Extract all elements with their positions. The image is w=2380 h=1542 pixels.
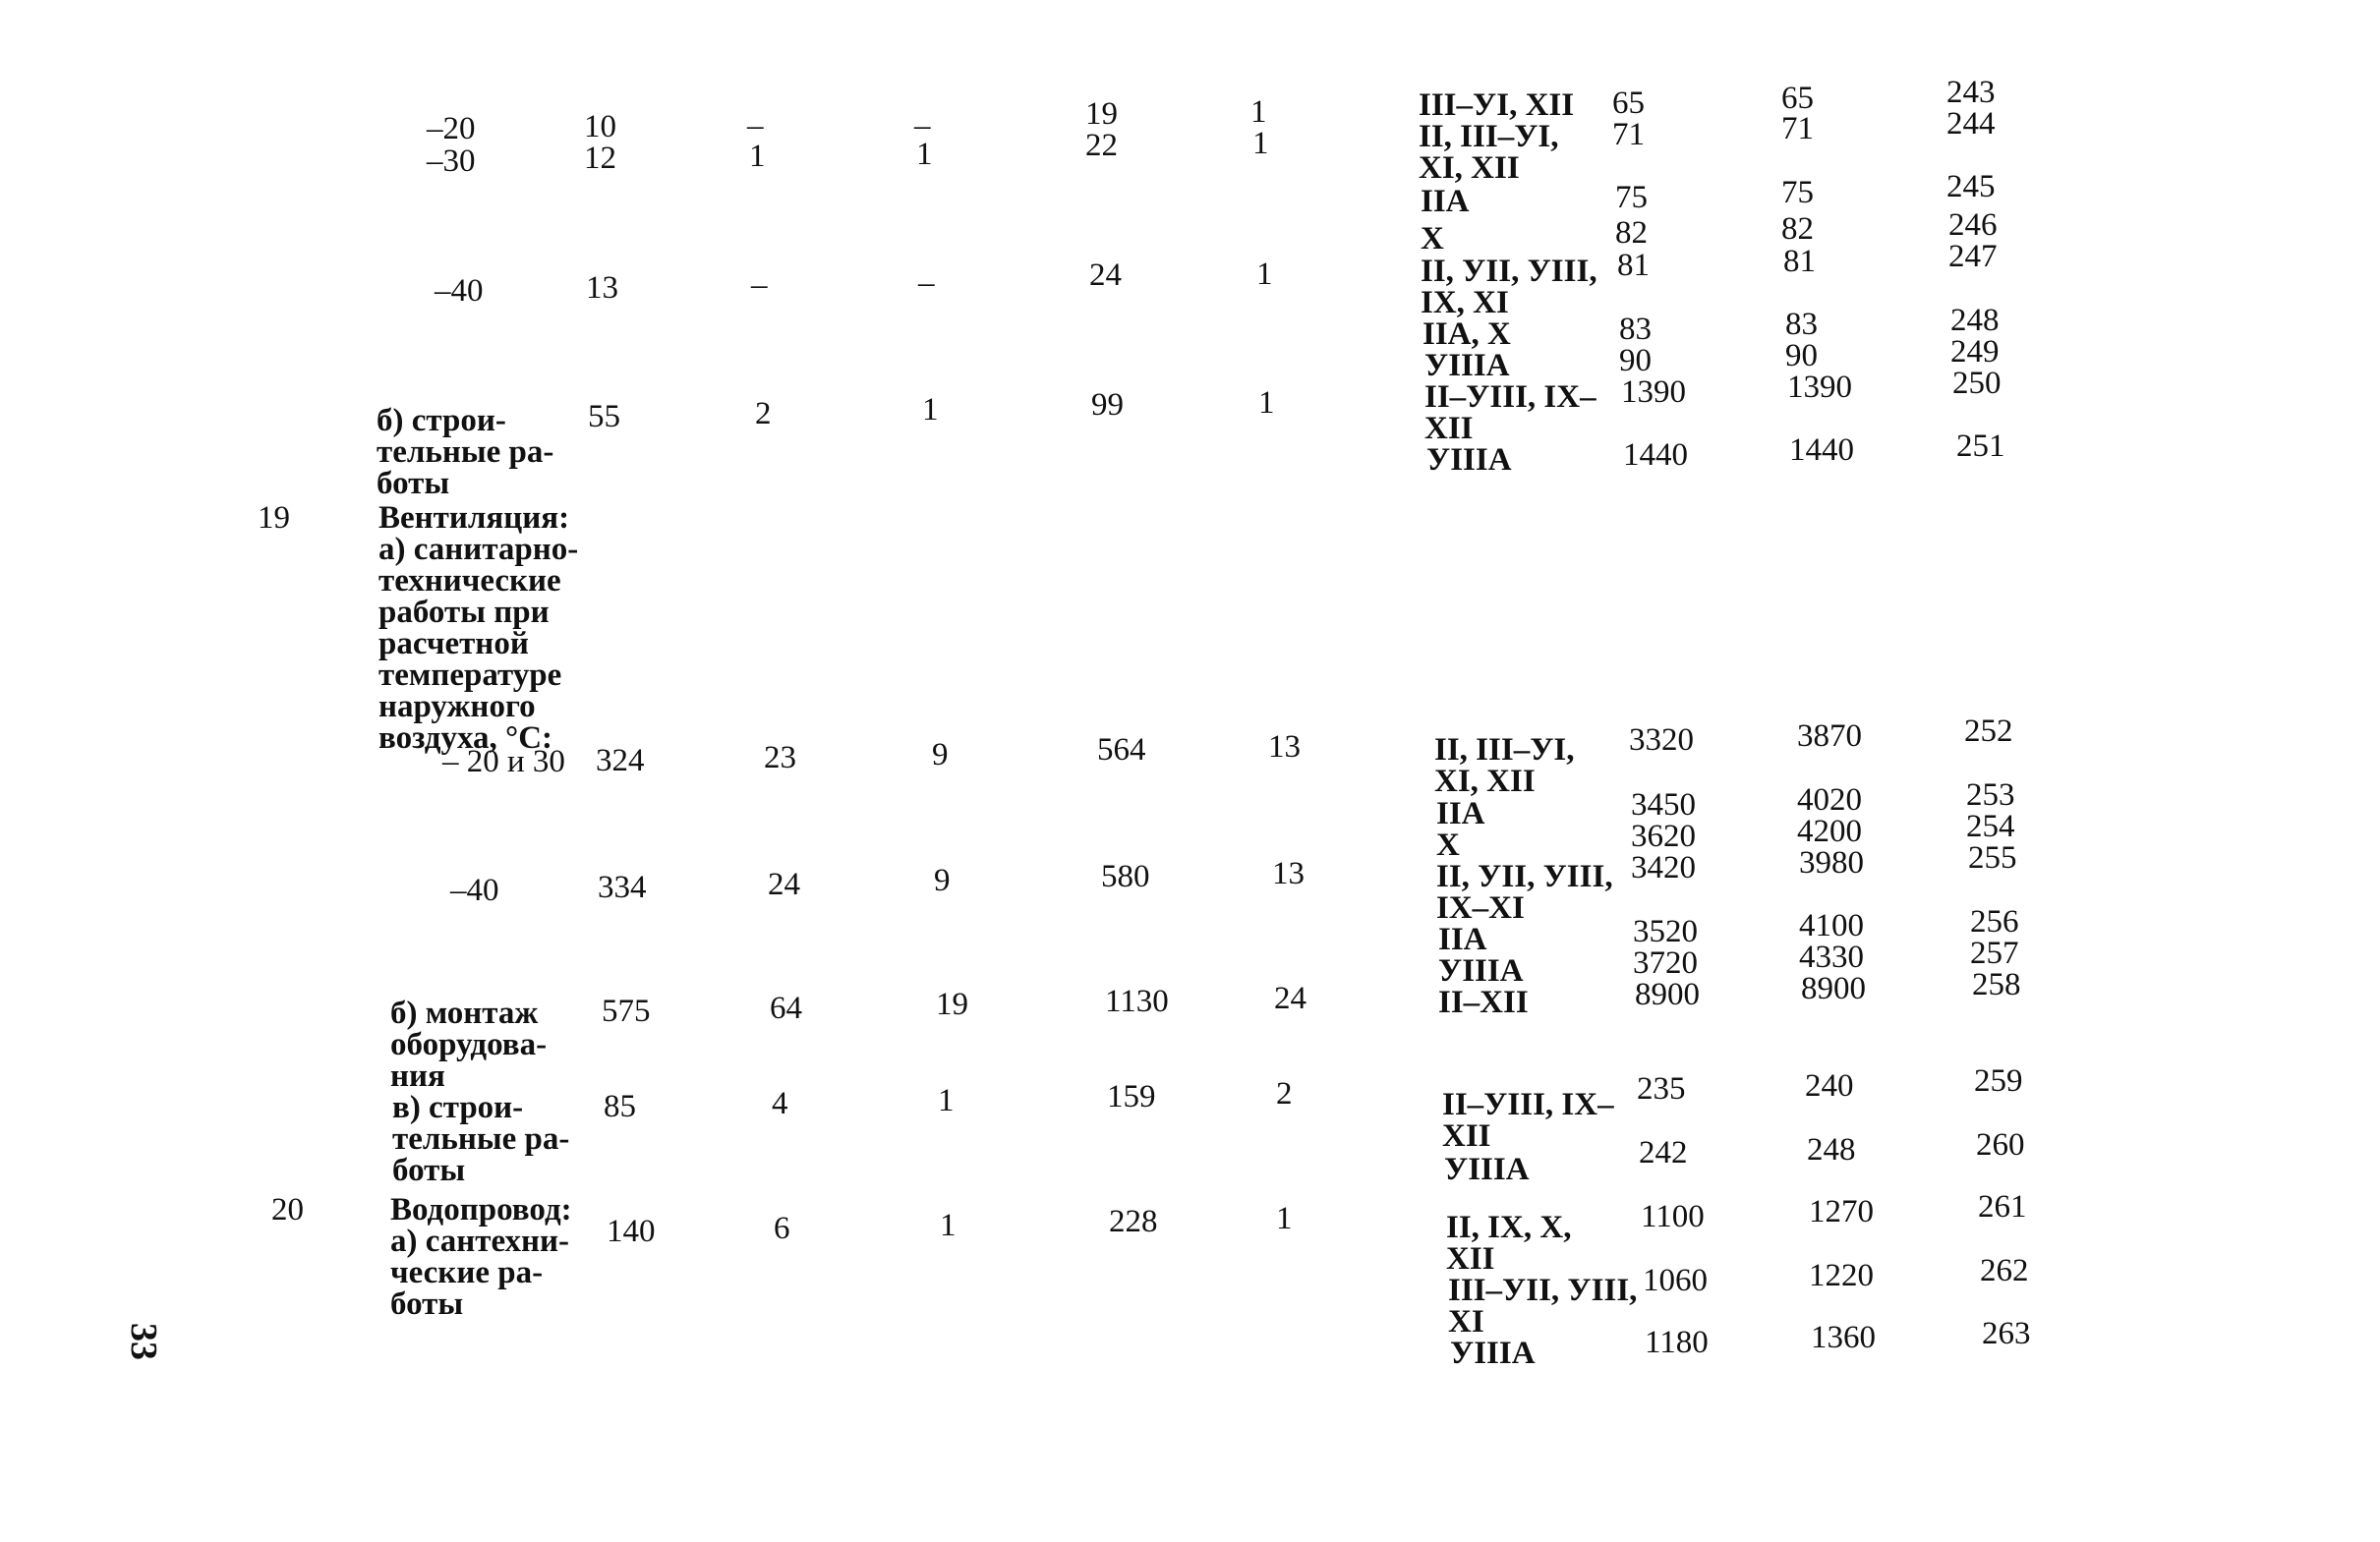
region-cell: УIIIА	[1424, 348, 1510, 383]
row-label: –30	[427, 143, 476, 179]
region-cell: II–XII	[1438, 985, 1529, 1020]
region-value-a: 3620	[1631, 819, 1696, 854]
row-label: в) строи-	[392, 1090, 524, 1125]
region-cell: II, III–УI,	[1419, 119, 1559, 154]
section-title-ventilation: Вентиляция:	[378, 500, 570, 536]
region-value-b: 81	[1783, 244, 1816, 279]
region-value-a: 242	[1639, 1135, 1688, 1171]
region-cell: X	[1436, 828, 1460, 863]
entry-number: 248	[1950, 303, 2000, 338]
entry-number: 257	[1970, 936, 2019, 971]
table-cell: 1	[940, 1208, 957, 1243]
region-value-b: 8900	[1801, 971, 1866, 1006]
entry-number: 245	[1946, 169, 1996, 204]
table-cell: 1130	[1105, 984, 1169, 1019]
region-value-b: 1390	[1787, 370, 1852, 405]
region-value-a: 65	[1612, 86, 1645, 121]
entry-number: 250	[1952, 366, 2002, 401]
region-cell: IX, XI	[1421, 285, 1509, 320]
entry-number: 247	[1948, 239, 1998, 274]
table-cell: 575	[602, 994, 651, 1029]
region-value-a: 71	[1612, 117, 1645, 152]
entry-number: 246	[1948, 207, 1998, 243]
section-19-line: работы при	[378, 595, 550, 630]
entry-number: 262	[1980, 1253, 2029, 1288]
region-value-a: 90	[1619, 343, 1652, 378]
region-value-b: 3870	[1797, 718, 1862, 754]
section-title-water-supply: Водопровод:	[390, 1192, 572, 1228]
region-cell: II, III–УI,	[1434, 732, 1575, 768]
region-cell: IIА	[1421, 184, 1470, 219]
region-value-a: 83	[1619, 312, 1652, 347]
region-cell: XI, XII	[1434, 764, 1536, 799]
region-cell: II, УII, УIII,	[1421, 254, 1597, 289]
region-cell: III–УII, УIII,	[1448, 1273, 1638, 1308]
section-19-line: а) санитарно-	[378, 532, 579, 567]
entry-number: 256	[1970, 904, 2019, 940]
table-cell: –	[918, 265, 935, 301]
row-label: б) строи-	[377, 403, 506, 438]
region-value-b: 4200	[1797, 814, 1862, 849]
region-value-a: 3420	[1631, 850, 1696, 885]
table-cell: 1	[1250, 94, 1267, 130]
region-value-a: 1390	[1621, 374, 1686, 410]
region-cell: IIА, X	[1422, 316, 1511, 352]
region-value-a: 82	[1615, 215, 1648, 251]
table-cell: 6	[774, 1211, 790, 1246]
region-value-a: 1440	[1623, 437, 1688, 473]
row-label: б) монтаж	[390, 996, 539, 1031]
region-value-a: 1060	[1643, 1263, 1708, 1298]
table-cell: 564	[1097, 732, 1146, 768]
entry-number: 254	[1966, 809, 2015, 844]
table-cell: 12	[584, 141, 616, 176]
table-cell: –	[751, 267, 768, 303]
entry-number: 258	[1972, 967, 2021, 1002]
table-cell: 64	[770, 991, 802, 1026]
table-cell: 23	[764, 740, 796, 775]
table-cell: 228	[1109, 1204, 1158, 1239]
table-cell: 9	[934, 863, 951, 898]
entry-number: 261	[1978, 1189, 2027, 1225]
region-value-a: 1100	[1641, 1199, 1705, 1234]
section-number-20: 20	[271, 1192, 304, 1228]
table-cell: 1	[938, 1083, 955, 1118]
region-value-b: 1270	[1809, 1194, 1874, 1229]
region-cell: IX–XI	[1436, 890, 1525, 926]
region-value-b: 4100	[1799, 908, 1864, 943]
row-label: оборудова-	[390, 1027, 548, 1062]
row-label: –40	[450, 873, 499, 908]
table-cell: 1	[922, 392, 939, 428]
row-label: боты	[377, 466, 450, 501]
region-value-b: 240	[1805, 1068, 1854, 1104]
region-value-b: 4020	[1797, 782, 1862, 818]
entry-number: 263	[1982, 1316, 2031, 1351]
region-cell: УIIIА	[1426, 442, 1512, 478]
table-cell: 13	[1268, 729, 1301, 765]
region-value-b: 90	[1785, 338, 1818, 373]
table-cell: 9	[932, 737, 949, 772]
entry-number: 252	[1964, 714, 2013, 749]
region-cell: IIА	[1436, 796, 1485, 831]
section-20-line: боты	[390, 1286, 464, 1322]
region-value-a: 81	[1617, 248, 1650, 283]
table-cell: 22	[1085, 128, 1118, 163]
region-cell: III–УI, XII	[1419, 87, 1575, 123]
region-value-a: 3520	[1633, 914, 1698, 949]
row-label: –20	[427, 111, 476, 146]
region-cell: X	[1421, 221, 1444, 257]
entry-number: 255	[1968, 840, 2017, 876]
section-19-line: технические	[378, 563, 561, 599]
table-cell: –	[747, 108, 764, 143]
region-cell: XII	[1446, 1241, 1495, 1277]
table-cell: 580	[1101, 859, 1150, 894]
section-19-line: воздуха, °С:	[378, 720, 553, 756]
table-cell: 2	[1276, 1076, 1293, 1112]
table-cell: 19	[1085, 96, 1118, 132]
entry-number: 251	[1956, 428, 2005, 464]
table-cell: 1	[1256, 257, 1273, 292]
table-cell: 1	[1258, 385, 1275, 421]
row-label: –40	[435, 273, 484, 309]
table-cell: 1	[1252, 126, 1269, 161]
table-cell: 334	[598, 870, 647, 905]
section-20-line: а) сантехни-	[390, 1224, 570, 1259]
region-cell: УIIIА	[1438, 953, 1524, 989]
region-value-b: 3980	[1799, 845, 1864, 881]
page-number: 33	[123, 1323, 164, 1360]
region-value-b: 4330	[1799, 940, 1864, 975]
region-value-b: 1360	[1811, 1320, 1876, 1355]
row-label: боты	[392, 1153, 466, 1188]
section-number-19: 19	[258, 500, 290, 536]
table-cell: –	[914, 108, 931, 143]
table-cell: 19	[936, 987, 968, 1022]
table-cell: 324	[596, 743, 645, 778]
table-cell: 24	[768, 867, 800, 902]
row-label: тельные ра-	[377, 434, 554, 470]
row-label: тельные ра-	[392, 1121, 570, 1157]
table-cell: 24	[1089, 257, 1122, 293]
region-cell: II, IX, X,	[1446, 1210, 1572, 1245]
entry-number: 259	[1974, 1063, 2023, 1099]
section-19-line: наружного	[378, 689, 536, 724]
region-cell: XII	[1442, 1118, 1491, 1154]
table-cell: 85	[604, 1089, 636, 1124]
entry-number: 249	[1950, 334, 2000, 370]
entry-number: 243	[1946, 75, 1996, 110]
region-value-b: 1440	[1789, 432, 1854, 468]
table-cell: 99	[1091, 387, 1124, 423]
region-cell: II, УII, УIII,	[1436, 859, 1613, 894]
region-value-a: 75	[1615, 180, 1648, 215]
region-value-a: 3450	[1631, 787, 1696, 823]
entry-number: 253	[1966, 777, 2015, 813]
table-cell: 13	[586, 270, 618, 306]
row-label: ния	[390, 1058, 445, 1094]
region-value-b: 71	[1781, 111, 1814, 146]
region-cell: II–УIII, IX–	[1442, 1087, 1614, 1122]
region-cell: УIIIА	[1444, 1152, 1530, 1187]
table-cell: 1	[749, 139, 766, 174]
table-cell: 4	[772, 1086, 788, 1121]
region-value-a: 235	[1637, 1071, 1686, 1107]
table-cell: 10	[584, 109, 616, 144]
region-value-a: 8900	[1635, 977, 1700, 1012]
row-label: – 20 и 30	[442, 744, 565, 779]
region-value-a: 3720	[1633, 945, 1698, 981]
table-cell: 24	[1274, 981, 1306, 1016]
region-value-b: 83	[1785, 307, 1818, 342]
region-value-a: 3320	[1629, 722, 1694, 758]
section-19-line: температуре	[378, 657, 562, 693]
region-cell: XII	[1424, 411, 1474, 446]
entry-number: 260	[1976, 1127, 2025, 1163]
section-19-line: расчетной	[378, 626, 529, 661]
region-value-b: 1220	[1809, 1258, 1874, 1293]
table-cell: 1	[916, 137, 933, 172]
region-cell: XI	[1448, 1304, 1484, 1340]
region-value-b: 75	[1781, 175, 1814, 210]
table-cell: 55	[588, 399, 620, 434]
table-cell: 1	[1276, 1201, 1293, 1236]
table-cell: 2	[755, 396, 772, 431]
region-cell: XI, XII	[1419, 150, 1520, 186]
region-value-b: 82	[1781, 211, 1814, 247]
region-cell: УIIIА	[1450, 1336, 1536, 1371]
region-value-b: 248	[1807, 1132, 1856, 1168]
table-cell: 13	[1272, 856, 1305, 891]
section-20-line: ческие ра-	[390, 1255, 544, 1290]
region-value-a: 1180	[1645, 1325, 1709, 1360]
table-cell: 140	[607, 1214, 656, 1249]
table-cell: 159	[1107, 1079, 1156, 1114]
region-cell: IIА	[1438, 922, 1487, 957]
region-value-b: 65	[1781, 81, 1814, 116]
entry-number: 244	[1946, 106, 1996, 142]
region-cell: II–УIII, IX–	[1424, 379, 1596, 415]
